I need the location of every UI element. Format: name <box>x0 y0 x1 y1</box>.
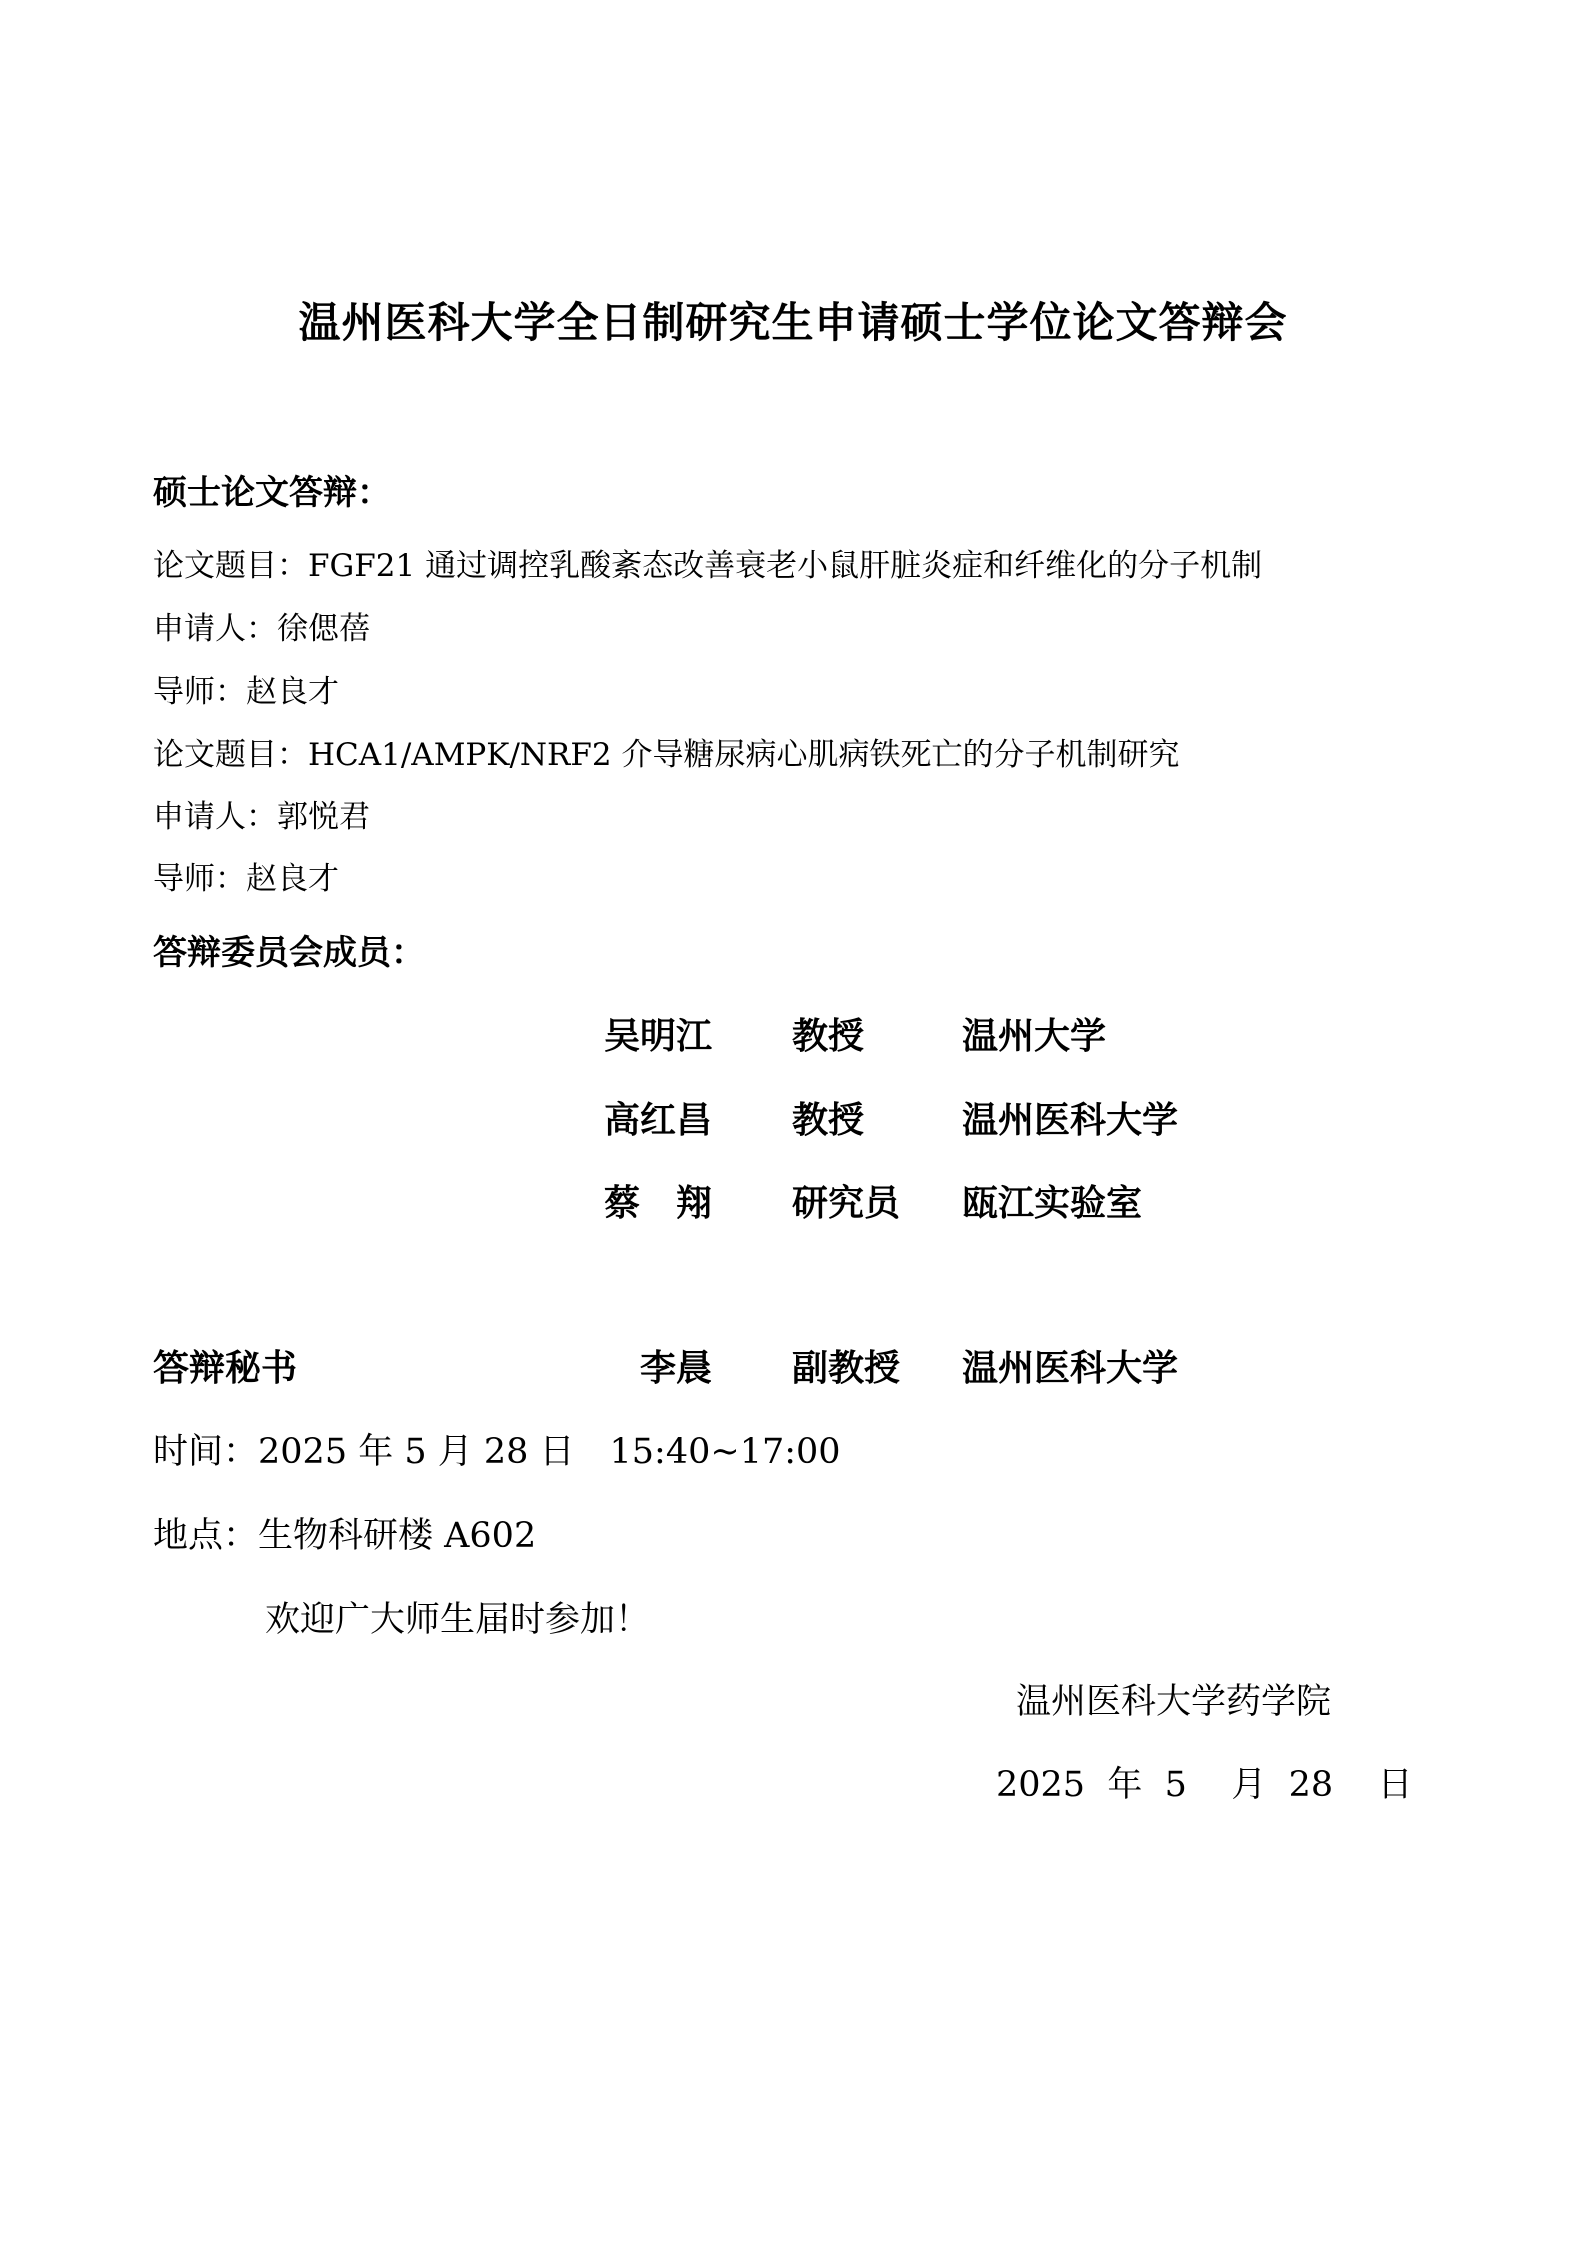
welcome-text: 欢迎广大师生届时参加！ <box>265 1600 651 1640</box>
advisor-name: 赵良才 <box>246 861 339 897</box>
committee-member-affiliation: 温州医科大学 <box>962 1099 1179 1141</box>
committee-member-name: 高红昌 <box>604 1099 713 1141</box>
location-label: 地点： <box>153 1516 259 1556</box>
location-line <box>153 1508 536 1558</box>
advisor-label: 导师： <box>153 674 246 710</box>
advisor-label: 导师： <box>153 861 246 897</box>
thesis-2-applicant-line <box>153 791 370 836</box>
secretary-affiliation: 温州医科大学 <box>962 1347 1179 1389</box>
thesis-2-topic-line <box>153 729 1179 774</box>
time-line <box>153 1424 841 1474</box>
committee-member-title: 教授 <box>792 1099 865 1141</box>
committee-heading: 答辩委员会成员： <box>153 933 425 973</box>
applicant-name: 徐偲蓓 <box>277 611 370 647</box>
thesis-1-advisor-line <box>153 666 339 711</box>
committee-member-title: 研究员 <box>792 1182 901 1224</box>
thesis-topic: FGF21 通过调控乳酸紊态改善衰老小鼠肝脏炎症和纤维化的分子机制 <box>308 548 1263 584</box>
time-value: 2025 年 5 月 28 日 15:40~17:00 <box>258 1432 841 1472</box>
secretary-title: 副教授 <box>792 1347 901 1389</box>
page-title: 温州医科大学全日制研究生申请硕士学位论文答辩会 <box>298 298 1288 347</box>
issue-date: 2025 年 5 月 28 日 <box>996 1765 1413 1805</box>
committee-member-name: 吴明江 <box>604 1015 713 1057</box>
applicant-name: 郭悦君 <box>277 799 370 835</box>
committee-member-affiliation: 瓯江实验室 <box>962 1182 1143 1224</box>
secretary-name: 李晨 <box>640 1347 713 1389</box>
committee-member-name: 蔡 翔 <box>604 1182 713 1224</box>
thesis-1-applicant-line <box>153 603 370 648</box>
thesis-topic-label: 论文题目： <box>153 737 308 773</box>
applicant-label: 申请人： <box>153 611 277 647</box>
committee-member-title: 教授 <box>792 1015 865 1057</box>
secretary-label: 答辩秘书 <box>153 1347 298 1389</box>
time-label: 时间： <box>153 1432 259 1472</box>
issuer: 温州医科大学药学院 <box>1016 1682 1332 1722</box>
applicant-label: 申请人： <box>153 799 277 835</box>
committee-member-affiliation: 温州大学 <box>962 1015 1107 1057</box>
advisor-name: 赵良才 <box>246 674 339 710</box>
thesis-1-topic-line <box>153 540 1262 585</box>
thesis-2-advisor-line <box>153 853 339 898</box>
defense-heading: 硕士论文答辩： <box>153 473 391 513</box>
thesis-topic: HCA1/AMPK/NRF2 介导糖尿病心肌病铁死亡的分子机制研究 <box>308 737 1180 773</box>
location-value: 生物科研楼 A602 <box>258 1516 537 1556</box>
thesis-topic-label: 论文题目： <box>153 548 308 584</box>
